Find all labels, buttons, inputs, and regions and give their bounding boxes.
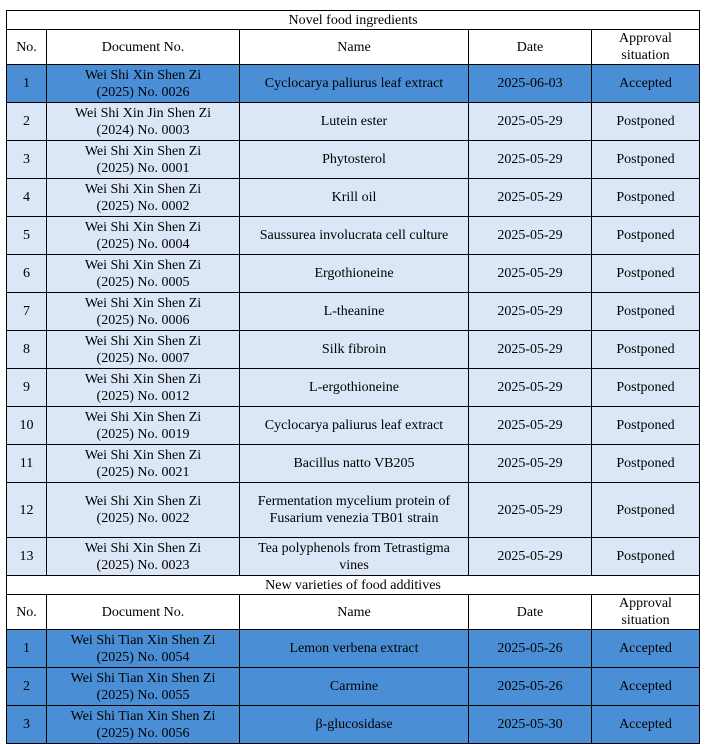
header-date: Date: [469, 595, 592, 630]
section-title-row: [7, 576, 700, 595]
header-no: No.: [7, 595, 47, 630]
header-name: Name: [240, 595, 469, 630]
cell-name: Phytosterol: [240, 141, 469, 179]
cell-document-no: [47, 65, 240, 103]
header-approval-situation: Approval situation: [592, 595, 700, 630]
doc-line-2: (2024) No. 0003: [96, 122, 190, 138]
doc-line-1: Wei Shi Xin Shen Zi: [84, 67, 202, 83]
cell-document-no: [47, 331, 240, 369]
doc-line-1: Wei Shi Xin Shen Zi: [84, 143, 202, 159]
cell-date: 2025-05-30: [469, 706, 592, 744]
doc-line-2: (2025) No. 0004: [96, 236, 190, 252]
table-row: [7, 255, 700, 293]
section-title: Novel food ingredients: [7, 11, 700, 30]
cell-no: 7: [7, 293, 47, 331]
cell-status: Postponed: [592, 293, 700, 331]
cell-name: L-theanine: [240, 293, 469, 331]
table-row: [7, 706, 700, 744]
cell-document-no: [47, 293, 240, 331]
cell-status: Accepted: [592, 630, 700, 668]
cell-no: 1: [7, 65, 47, 103]
doc-line-2: (2025) No. 0002: [96, 198, 190, 214]
doc-line-1: Wei Shi Tian Xin Shen Zi: [70, 632, 216, 648]
doc-line-1: Wei Shi Xin Shen Zi: [84, 447, 202, 463]
table-row: [7, 538, 700, 576]
table-row: [7, 293, 700, 331]
cell-name: Bacillus natto VB205: [240, 445, 469, 483]
cell-status: Postponed: [592, 179, 700, 217]
cell-date: 2025-05-29: [469, 255, 592, 293]
doc-line-1: Wei Shi Xin Shen Zi: [84, 409, 202, 425]
cell-status: Postponed: [592, 538, 700, 576]
section-title-row: [7, 11, 700, 30]
cell-no: 2: [7, 668, 47, 706]
cell-no: 11: [7, 445, 47, 483]
cell-name: Carmine: [240, 668, 469, 706]
doc-line-1: Wei Shi Tian Xin Shen Zi: [70, 708, 216, 724]
cell-document-no: [47, 706, 240, 744]
cell-date: 2025-05-26: [469, 668, 592, 706]
doc-line-1: Wei Shi Xin Shen Zi: [84, 219, 202, 235]
cell-no: 5: [7, 217, 47, 255]
table-row: [7, 483, 700, 538]
table-row: [7, 65, 700, 103]
doc-line-1: Wei Shi Xin Jin Shen Zi: [74, 105, 212, 121]
cell-name: Lutein ester: [240, 103, 469, 141]
doc-line-1: Wei Shi Xin Shen Zi: [84, 333, 202, 349]
cell-date: 2025-06-03: [469, 65, 592, 103]
doc-line-2: (2025) No. 0006: [96, 312, 190, 328]
doc-line-1: Wei Shi Xin Shen Zi: [84, 494, 202, 509]
cell-status: Accepted: [592, 65, 700, 103]
cell-document-no: [47, 445, 240, 483]
doc-line-2: (2025) No. 0019: [96, 426, 190, 442]
cell-status: Postponed: [592, 369, 700, 407]
cell-date: 2025-05-29: [469, 331, 592, 369]
cell-status: Postponed: [592, 255, 700, 293]
approval-table: [6, 10, 700, 744]
header-document-no: Document No.: [47, 30, 240, 65]
cell-date: 2025-05-29: [469, 103, 592, 141]
cell-status: Postponed: [592, 217, 700, 255]
cell-document-no: [47, 483, 240, 538]
doc-line-2: (2025) No. 0001: [96, 160, 190, 176]
header-document-no: Document No.: [47, 595, 240, 630]
cell-no: 3: [7, 706, 47, 744]
cell-date: 2025-05-29: [469, 293, 592, 331]
cell-status: Postponed: [592, 407, 700, 445]
cell-no: 4: [7, 179, 47, 217]
table-row: [7, 407, 700, 445]
doc-line-2: (2025) No. 0026: [96, 84, 190, 100]
column-header-row: [7, 595, 700, 630]
header-date: Date: [469, 30, 592, 65]
table-row: [7, 103, 700, 141]
cell-no: 1: [7, 630, 47, 668]
cell-document-no: [47, 407, 240, 445]
cell-status: Postponed: [592, 483, 700, 538]
cell-document-no: [47, 217, 240, 255]
doc-line-2: (2025) No. 0055: [96, 687, 190, 703]
cell-name: β-glucosidase: [240, 706, 469, 744]
cell-status: Accepted: [592, 706, 700, 744]
cell-document-no: [47, 103, 240, 141]
doc-line-1: Wei Shi Xin Shen Zi: [84, 371, 202, 387]
cell-no: 9: [7, 369, 47, 407]
cell-date: 2025-05-29: [469, 217, 592, 255]
cell-date: 2025-05-29: [469, 445, 592, 483]
section-title: New varieties of food additives: [7, 576, 700, 595]
cell-status: Postponed: [592, 103, 700, 141]
doc-line-1: Wei Shi Xin Shen Zi: [84, 181, 202, 197]
cell-date: 2025-05-29: [469, 483, 592, 538]
cell-name: Cyclocarya paliurus leaf extract: [240, 407, 469, 445]
table-row: [7, 668, 700, 706]
doc-line-2: (2025) No. 0021: [96, 464, 190, 480]
table-row: [7, 445, 700, 483]
cell-no: 3: [7, 141, 47, 179]
cell-date: 2025-05-29: [469, 141, 592, 179]
cell-no: 12: [7, 483, 47, 538]
cell-no: 6: [7, 255, 47, 293]
cell-document-no: [47, 255, 240, 293]
doc-line-2: (2025) No. 0056: [96, 725, 190, 741]
cell-document-no: [47, 179, 240, 217]
document-wrapper: [6, 10, 700, 744]
table-row: [7, 179, 700, 217]
table-row: [7, 141, 700, 179]
doc-line-2: (2025) No. 0012: [96, 388, 190, 404]
doc-line-2: (2025) No. 0007: [96, 350, 190, 366]
cell-name: Tea polyphenols from Tetrastigma vines: [240, 538, 469, 576]
doc-line-2: (2025) No. 0005: [96, 274, 190, 290]
cell-document-no: [47, 630, 240, 668]
cell-status: Postponed: [592, 331, 700, 369]
cell-document-no: [47, 538, 240, 576]
cell-date: 2025-05-29: [469, 369, 592, 407]
cell-no: 8: [7, 331, 47, 369]
doc-line-2: (2025) No. 0054: [96, 649, 190, 665]
cell-name: Fermentation mycelium protein of Fusarium venezia TB01 strain: [240, 483, 469, 538]
cell-name: Lemon verbena extract: [240, 630, 469, 668]
doc-line-2: (2025) No. 0023: [96, 557, 190, 573]
cell-document-no: [47, 141, 240, 179]
doc-line-2: (2025) No. 0022: [96, 511, 190, 526]
table-row: [7, 331, 700, 369]
cell-document-no: [47, 369, 240, 407]
column-header-row: [7, 30, 700, 65]
cell-no: 10: [7, 407, 47, 445]
cell-name: L-ergothioneine: [240, 369, 469, 407]
table-row: [7, 217, 700, 255]
table-row: [7, 369, 700, 407]
header-approval-situation: Approval situation: [592, 30, 700, 65]
doc-line-1: Wei Shi Xin Shen Zi: [84, 540, 202, 556]
cell-date: 2025-05-29: [469, 179, 592, 217]
header-name: Name: [240, 30, 469, 65]
cell-status: Postponed: [592, 445, 700, 483]
header-no: No.: [7, 30, 47, 65]
cell-name: Ergothioneine: [240, 255, 469, 293]
cell-no: 13: [7, 538, 47, 576]
cell-name: Krill oil: [240, 179, 469, 217]
cell-document-no: [47, 668, 240, 706]
doc-line-1: Wei Shi Xin Shen Zi: [84, 295, 202, 311]
cell-name: Saussurea involucrata cell culture: [240, 217, 469, 255]
cell-date: 2025-05-26: [469, 630, 592, 668]
doc-line-1: Wei Shi Xin Shen Zi: [84, 257, 202, 273]
cell-status: Accepted: [592, 668, 700, 706]
table-row: [7, 630, 700, 668]
cell-date: 2025-05-29: [469, 407, 592, 445]
cell-no: 2: [7, 103, 47, 141]
cell-name: Silk fibroin: [240, 331, 469, 369]
cell-date: 2025-05-29: [469, 538, 592, 576]
cell-status: Postponed: [592, 141, 700, 179]
cell-name: Cyclocarya paliurus leaf extract: [240, 65, 469, 103]
doc-line-1: Wei Shi Tian Xin Shen Zi: [70, 670, 216, 686]
